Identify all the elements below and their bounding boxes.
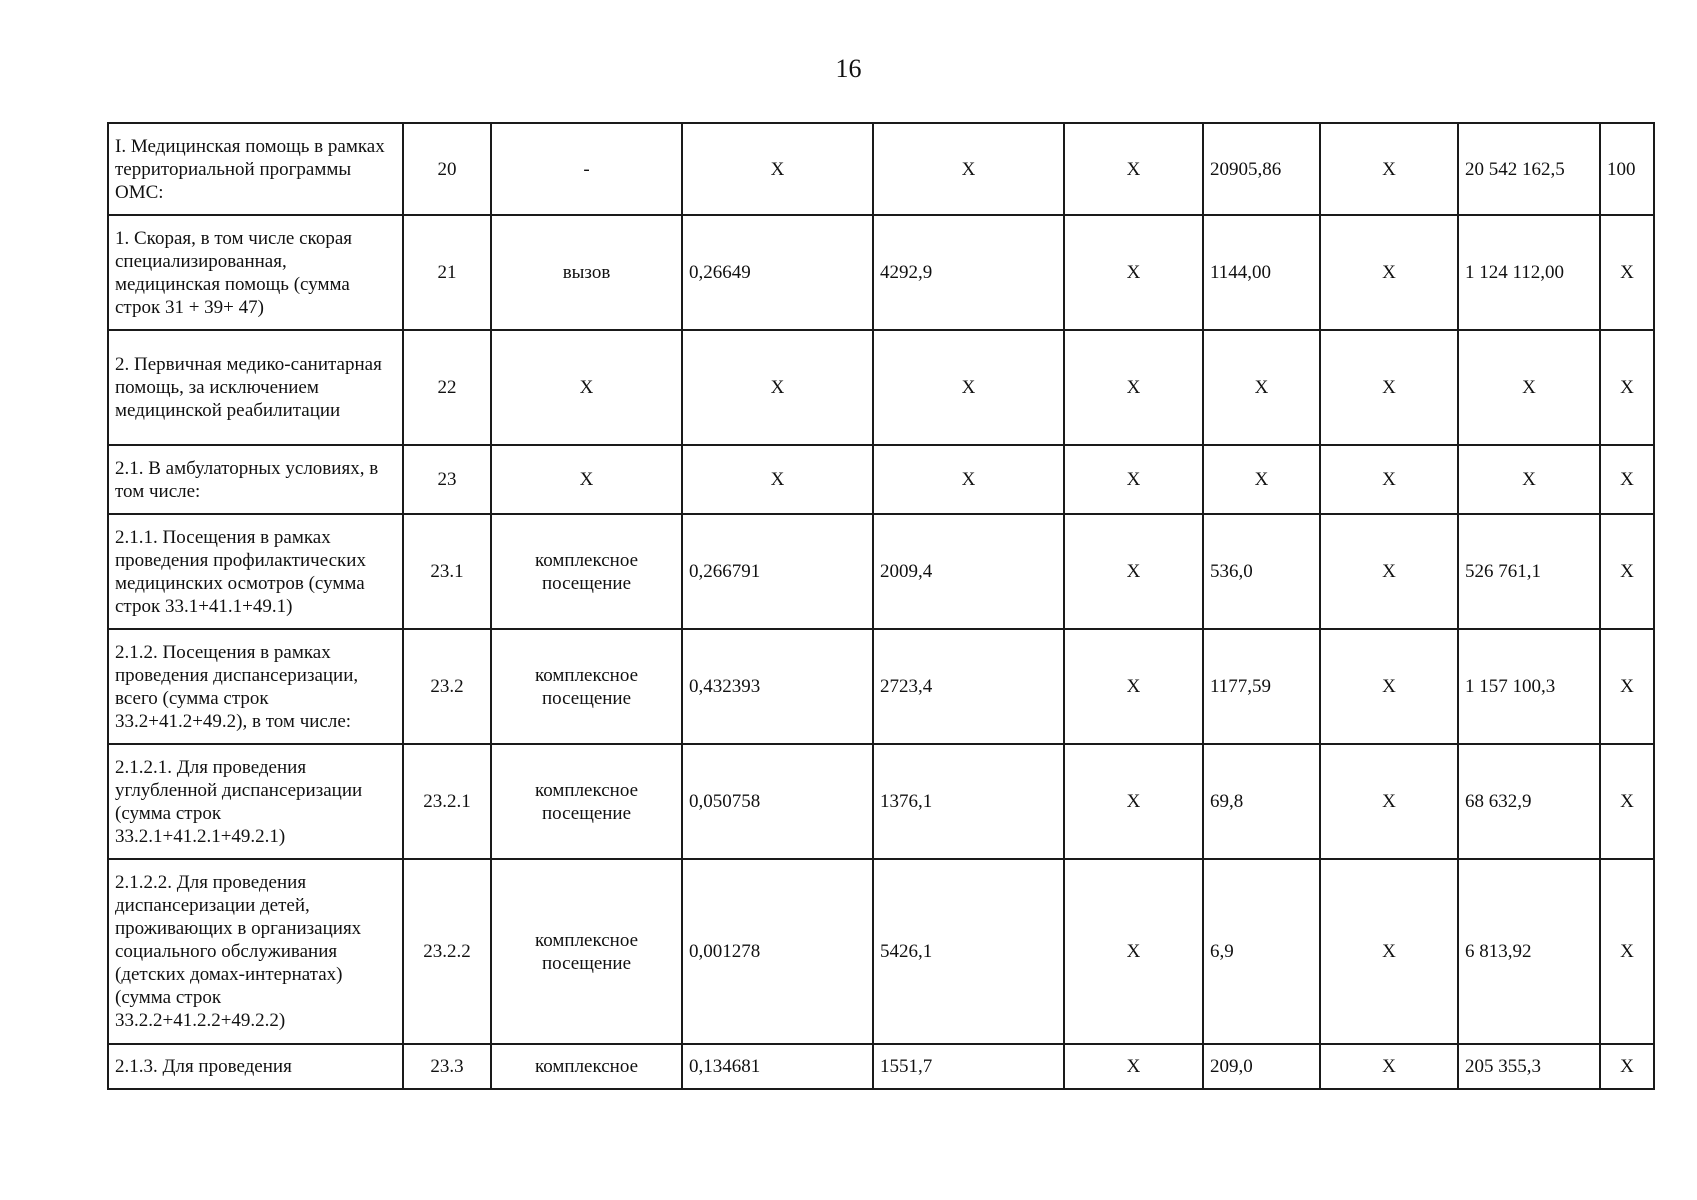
table-row bbox=[108, 514, 1654, 629]
row-cell-6: X bbox=[1064, 445, 1203, 514]
row-cell-10: X bbox=[1600, 445, 1654, 514]
row-cell-10: X bbox=[1600, 1044, 1654, 1089]
row-code: 22 bbox=[403, 330, 491, 445]
row-description: 2.1.2.1. Для проведения углубленной диспансеризации (сумма строк 33.2.1+41.2.1+49.2.1) bbox=[108, 744, 403, 859]
row-cell-9: 6 813,92 bbox=[1458, 859, 1600, 1044]
row-cell-4: 0,050758 bbox=[682, 744, 873, 859]
row-cell-4: 0,26649 bbox=[682, 215, 873, 330]
row-cell-7: 1144,00 bbox=[1203, 215, 1320, 330]
row-cell-9: 20 542 162,5 bbox=[1458, 123, 1600, 215]
row-cell-6: X bbox=[1064, 1044, 1203, 1089]
row-cell-10: X bbox=[1600, 859, 1654, 1044]
row-cell-4: X bbox=[682, 330, 873, 445]
row-cell-8: X bbox=[1320, 744, 1458, 859]
row-cell-4: X bbox=[682, 123, 873, 215]
row-cell-5: X bbox=[873, 330, 1064, 445]
row-cell-8: X bbox=[1320, 629, 1458, 744]
row-cell-6: X bbox=[1064, 859, 1203, 1044]
row-cell-9: 68 632,9 bbox=[1458, 744, 1600, 859]
row-unit: X bbox=[491, 445, 682, 514]
page-number: 16 bbox=[835, 54, 862, 83]
row-cell-7: X bbox=[1203, 445, 1320, 514]
row-unit: комплексное посещение bbox=[491, 859, 682, 1044]
row-cell-7: 69,8 bbox=[1203, 744, 1320, 859]
row-cell-10: 100 bbox=[1600, 123, 1654, 215]
row-cell-9: X bbox=[1458, 445, 1600, 514]
row-cell-5: X bbox=[873, 123, 1064, 215]
table-row bbox=[108, 1044, 1654, 1089]
row-cell-5: 4292,9 bbox=[873, 215, 1064, 330]
table-row bbox=[108, 215, 1654, 330]
table-row bbox=[108, 629, 1654, 744]
row-unit: вызов bbox=[491, 215, 682, 330]
row-unit: X bbox=[491, 330, 682, 445]
row-cell-7: 536,0 bbox=[1203, 514, 1320, 629]
row-description: 1. Скорая, в том числе скорая специализированная, медицинская помощь (сумма строк 31 + 39+ 47) bbox=[108, 215, 403, 330]
table-row bbox=[108, 330, 1654, 445]
row-cell-9: 1 124 112,00 bbox=[1458, 215, 1600, 330]
row-code: 23.2.1 bbox=[403, 744, 491, 859]
row-cell-8: X bbox=[1320, 330, 1458, 445]
data-table bbox=[107, 122, 1655, 1090]
row-cell-4: 0,001278 bbox=[682, 859, 873, 1044]
row-cell-9: X bbox=[1458, 330, 1600, 445]
row-cell-10: X bbox=[1600, 514, 1654, 629]
row-unit: - bbox=[491, 123, 682, 215]
row-unit: комплексное посещение bbox=[491, 514, 682, 629]
row-description: I. Медицинская помощь в рамках территориальной программы ОМС: bbox=[108, 123, 403, 215]
row-description: 2.1. В амбулаторных условиях, в том числе: bbox=[108, 445, 403, 514]
row-cell-6: X bbox=[1064, 514, 1203, 629]
row-cell-5: 1376,1 bbox=[873, 744, 1064, 859]
row-cell-6: X bbox=[1064, 629, 1203, 744]
row-description: 2.1.2.2. Для проведения диспансеризации детей, проживающих в организациях социального обслуживания (детских домах-интернатах) (сумма строк 33.2.2+41.2.2+49.2.2) bbox=[108, 859, 403, 1044]
row-cell-8: X bbox=[1320, 123, 1458, 215]
row-cell-9: 1 157 100,3 bbox=[1458, 629, 1600, 744]
row-cell-9: 526 761,1 bbox=[1458, 514, 1600, 629]
row-cell-7: X bbox=[1203, 330, 1320, 445]
row-description: 2. Первичная медико-санитарная помощь, за исключением медицинской реабилитации bbox=[108, 330, 403, 445]
row-cell-10: X bbox=[1600, 215, 1654, 330]
row-cell-5: 2723,4 bbox=[873, 629, 1064, 744]
row-code: 23 bbox=[403, 445, 491, 514]
row-cell-8: X bbox=[1320, 514, 1458, 629]
row-cell-5: 1551,7 bbox=[873, 1044, 1064, 1089]
row-code: 23.2 bbox=[403, 629, 491, 744]
row-cell-6: X bbox=[1064, 744, 1203, 859]
row-cell-5: X bbox=[873, 445, 1064, 514]
row-cell-8: X bbox=[1320, 445, 1458, 514]
row-cell-10: X bbox=[1600, 744, 1654, 859]
row-cell-9: 205 355,3 bbox=[1458, 1044, 1600, 1089]
row-cell-7: 209,0 bbox=[1203, 1044, 1320, 1089]
row-cell-6: X bbox=[1064, 123, 1203, 215]
table-row bbox=[108, 123, 1654, 215]
table-row bbox=[108, 445, 1654, 514]
row-cell-6: X bbox=[1064, 215, 1203, 330]
row-cell-10: X bbox=[1600, 330, 1654, 445]
row-description: 2.1.2. Посещения в рамках проведения диспансеризации, всего (сумма строк 33.2+41.2+49.2), в том числе: bbox=[108, 629, 403, 744]
row-cell-10: X bbox=[1600, 629, 1654, 744]
row-unit: комплексное посещение bbox=[491, 629, 682, 744]
row-code: 21 bbox=[403, 215, 491, 330]
row-code: 23.3 bbox=[403, 1044, 491, 1089]
row-cell-8: X bbox=[1320, 215, 1458, 330]
row-cell-4: 0,432393 bbox=[682, 629, 873, 744]
row-cell-5: 2009,4 bbox=[873, 514, 1064, 629]
row-cell-8: X bbox=[1320, 859, 1458, 1044]
table-row bbox=[108, 744, 1654, 859]
row-description: 2.1.1. Посещения в рамках проведения профилактических медицинских осмотров (сумма строк 33.1+41.1+49.1) bbox=[108, 514, 403, 629]
row-cell-4: X bbox=[682, 445, 873, 514]
row-cell-7: 20905,86 bbox=[1203, 123, 1320, 215]
row-code: 23.1 bbox=[403, 514, 491, 629]
row-cell-4: 0,266791 bbox=[682, 514, 873, 629]
row-code: 23.2.2 bbox=[403, 859, 491, 1044]
row-cell-7: 6,9 bbox=[1203, 859, 1320, 1044]
row-unit: комплексное bbox=[491, 1044, 682, 1089]
row-code: 20 bbox=[403, 123, 491, 215]
row-unit: комплексное посещение bbox=[491, 744, 682, 859]
row-cell-5: 5426,1 bbox=[873, 859, 1064, 1044]
table-row bbox=[108, 859, 1654, 1044]
row-cell-8: X bbox=[1320, 1044, 1458, 1089]
row-cell-6: X bbox=[1064, 330, 1203, 445]
row-cell-4: 0,134681 bbox=[682, 1044, 873, 1089]
row-cell-7: 1177,59 bbox=[1203, 629, 1320, 744]
row-description: 2.1.3. Для проведения bbox=[108, 1044, 403, 1089]
